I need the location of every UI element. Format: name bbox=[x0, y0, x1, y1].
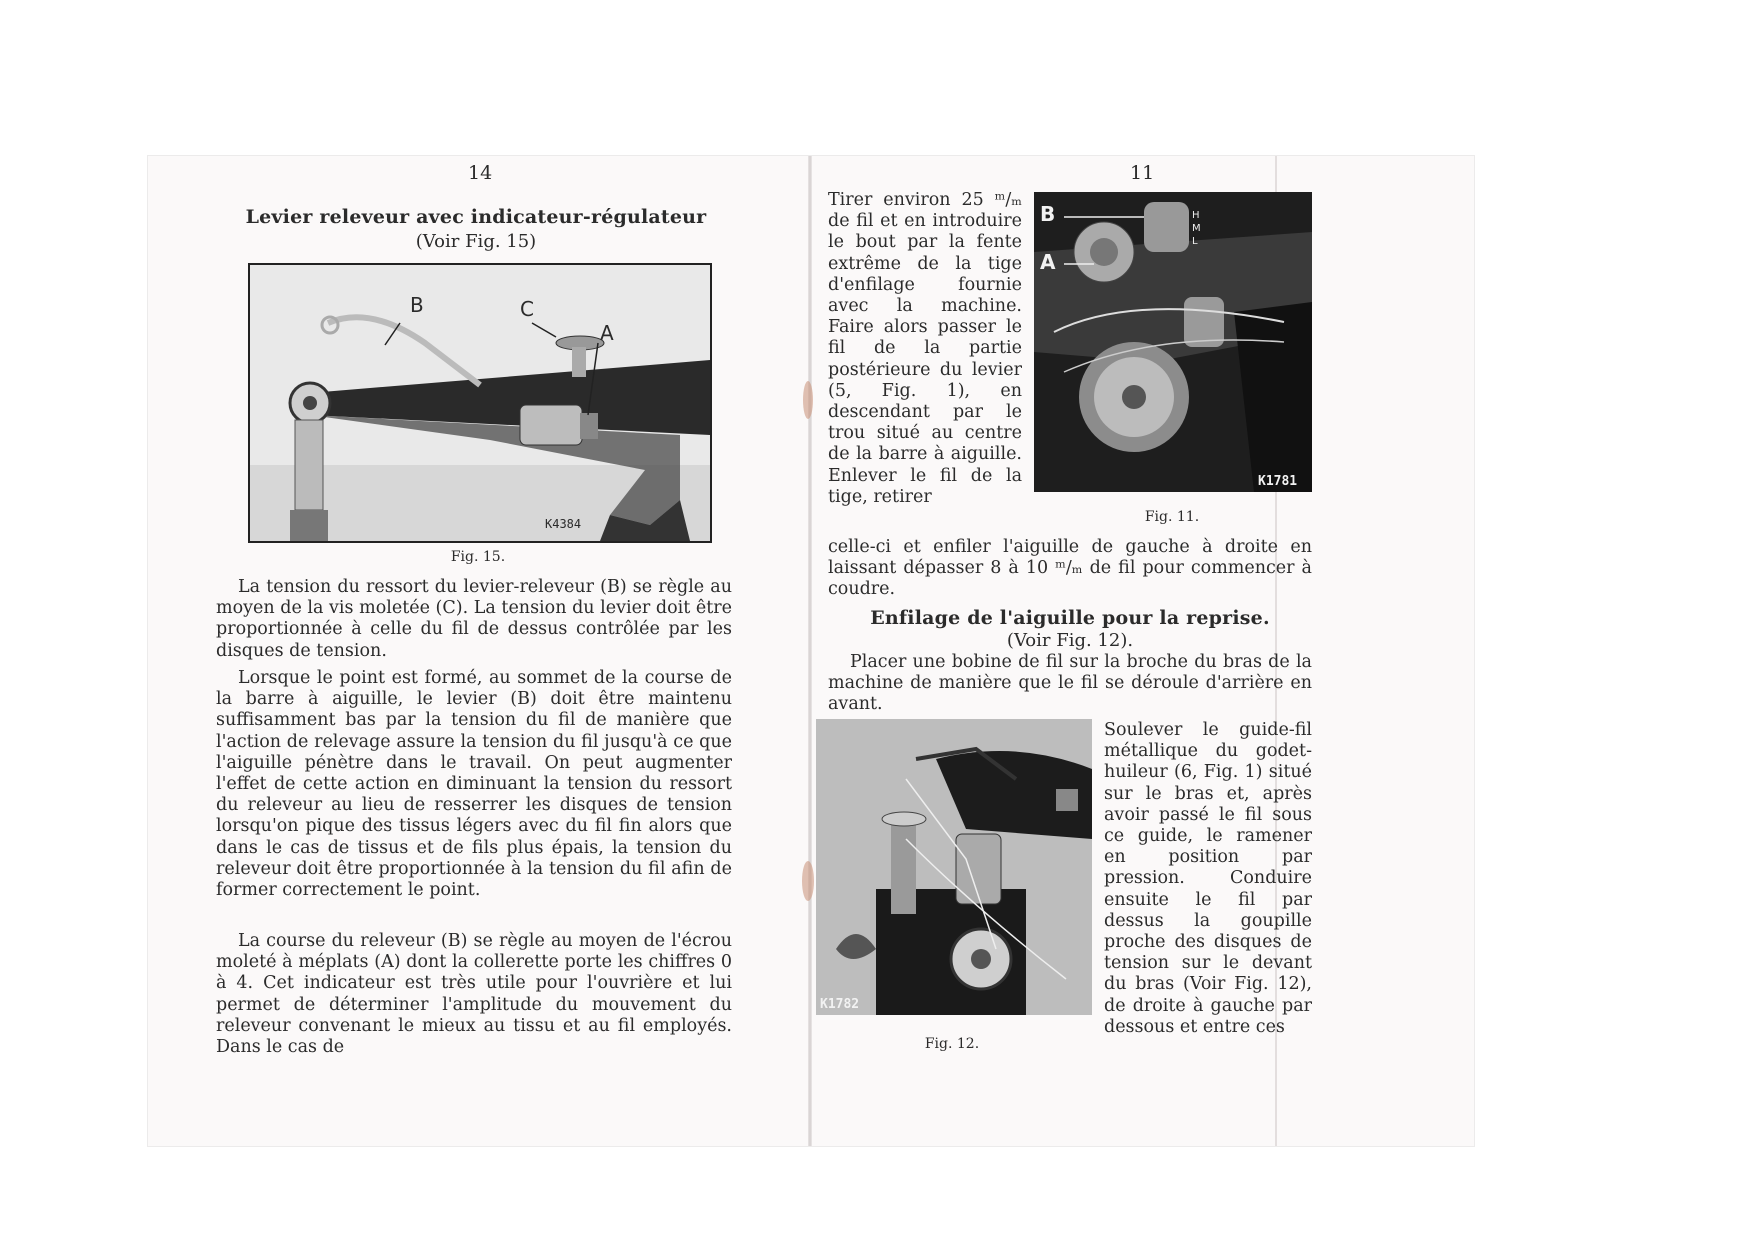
intro-continued: celle-ci et enfiler l'aiguille de gauche à droite en laissant dépasser 8 à 10 ᵐ/ₘ de fil pour commencer à coudre. bbox=[828, 537, 1312, 600]
section-subheading: (Voir Fig. 12). bbox=[1006, 630, 1134, 651]
side-column: Soulever le guide-fil métallique du godet-huileur (6, Fig. 1) situé sur le bras et, après avoir passé le fil sous ce guide, le ramener en position par pression. Conduire ensuite le fil par dessus la goupille proche des disques de tension sur le devant du bras (Voir Fig. 12), de droite à gauche par dessous et entre ces bbox=[1104, 720, 1312, 1037]
intro-column: Tirer environ 25 ᵐ/ₘ de fil et en introduire le bout par la fente extrême de la tige d'enfilage fournie avec la machine. Faire alors passer le fil de la partie postérieure du levier (5, Fig. 1), en descendant par le trou situé au centre de la barre à aiguille. Enlever le fil de la tige, retirer bbox=[828, 190, 1022, 507]
paragraph: Lorsque le point est formé, au sommet de la course de la barre à aiguille, le levier (B) doit être maintenu suffisamment bas par la tension du fil de manière que l'action de relevage assure la tension du fil jusqu'à ce que l'aiguille pénètre dans le travail. On peut augmenter l'effet de cette action en diminuant la tension du ressort du releveur au lieu de resserrer les disques de tension lorsqu'on pique des tissus légers avec du fil fin alors que dans le cas de tissus et de fils plus épais, la tension du releveur doit être proportionnée à la tension du fil afin de former correctement le point. bbox=[216, 668, 732, 901]
dial-mark: L bbox=[1192, 236, 1198, 247]
figure-15-photo bbox=[248, 263, 712, 543]
figure-caption: Fig. 15. bbox=[450, 549, 506, 565]
figure-code: K1781 bbox=[1258, 474, 1298, 489]
figure-code: K4384 bbox=[545, 517, 582, 531]
figure-label-b: B bbox=[410, 293, 424, 317]
figure-label-a: A bbox=[600, 321, 614, 345]
figure-12-photo bbox=[816, 719, 1092, 1015]
left-page bbox=[148, 156, 808, 1146]
dial-mark: H bbox=[1192, 210, 1200, 221]
figure-code: K1782 bbox=[820, 997, 860, 1012]
figure-label-b: B bbox=[1040, 202, 1056, 226]
page-number: 11 bbox=[1130, 162, 1155, 184]
section-subheading: (Voir Fig. 15) bbox=[415, 231, 537, 252]
figure-label-a: A bbox=[1040, 250, 1056, 274]
dial-mark: M bbox=[1192, 223, 1201, 234]
figure-label-c: C bbox=[520, 297, 534, 321]
paragraph: Placer une bobine de fil sur la broche du bras de la machine de manière que le fil se déroule d'arrière en avant. bbox=[828, 652, 1312, 715]
figure-caption: Fig. 12. bbox=[924, 1036, 980, 1052]
booklet-spread bbox=[148, 156, 1474, 1146]
paragraph: La tension du ressort du levier-releveur (B) se règle au moyen de la vis moletée (C). La tension du levier doit être proportionnée à celle du fil de dessus contrôlée par les disques de tension. bbox=[216, 577, 732, 661]
section-heading: Enfilage de l'aiguille pour la reprise. bbox=[870, 607, 1270, 629]
section-heading: Levier releveur avec indicateur-régulateur bbox=[245, 206, 707, 228]
paragraph: La course du releveur (B) se règle au moyen de l'écrou moleté à méplats (A) dont la collerette porte les chiffres 0 à 4. Cet indicateur est très utile pour l'ouvrière et lui permet de déterminer l'amplitude du mouvement du releveur convenant le mieux au tissu et au fil employés. Dans le cas de bbox=[216, 931, 732, 1058]
figure-caption: Fig. 11. bbox=[1144, 509, 1200, 525]
page-number: 14 bbox=[468, 162, 493, 184]
right-page bbox=[812, 156, 1474, 1146]
figure-11-photo bbox=[1034, 192, 1312, 492]
